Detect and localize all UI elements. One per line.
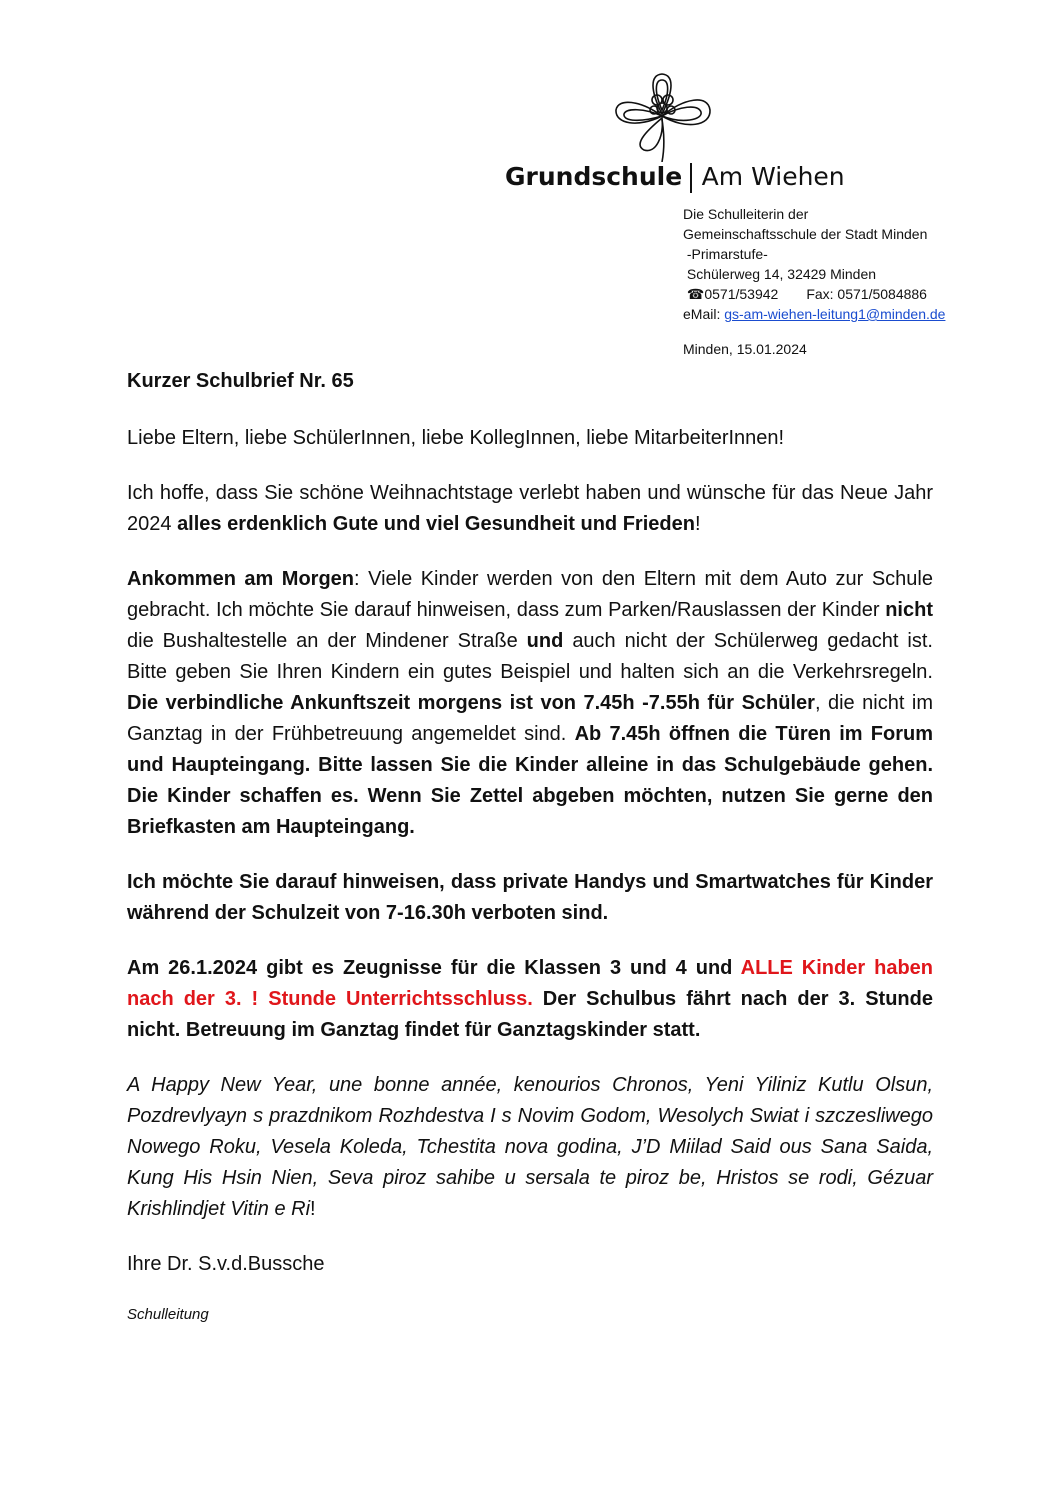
- school-name-regular: Am Wiehen: [701, 162, 845, 191]
- email-label: eMail:: [683, 306, 725, 322]
- signature-role: Schulleitung: [127, 1306, 209, 1323]
- email-link[interactable]: gs-am-wiehen-leitung1@minden.de: [724, 306, 946, 322]
- p4-text-b: Der Schulbus fährt nach der 3. Stunde nicht. Betreuung im Ganztag findet für Ganztagskinder statt.: [127, 988, 933, 1041]
- school-name-bold: Grundschule: [505, 162, 683, 191]
- p2-text-b: die Bushaltestelle an der Mindener Straße: [127, 630, 527, 652]
- paragraph-greetings: [127, 1070, 933, 1225]
- paragraph-new-year: [127, 478, 933, 540]
- sender-address: [683, 204, 945, 324]
- contact-line: [683, 284, 945, 304]
- phone-number: 0571/53942: [704, 286, 779, 302]
- school-name: [505, 162, 845, 193]
- sender-line-3: -Primarstufe-: [683, 246, 768, 262]
- multilingual-greetings: A Happy New Year, une bonne année, kenourios Chronos, Yeni Yiliniz Kutlu Olsun, Pozdrevlyayn s prazdnikom Rozhdestva I s Novim Godom, Wesolych Swiat i szczesliwego Nowego Roku, Vesela Koleda, Tchestita nova godina, J’D Miilad Said ous Sana Saida, Kung His Hsin Nien, Seva piroz sahibe u sersala te piroz be, Hristos se rodi, Gézuar Krishlindjet Vitin e Ri: [127, 1074, 933, 1220]
- paragraph-reports: [127, 953, 933, 1046]
- p2-text-c: auch nicht der Schülerweg gedacht ist. Bitte geben Sie Ihren Kindern ein gutes Beispiel und halten sich an die Verkehrsregeln.: [127, 630, 933, 683]
- p2-und: und: [526, 630, 564, 652]
- letter-title: Kurzer Schulbrief Nr. 65: [127, 370, 354, 392]
- phone-icon: ☎: [686, 286, 705, 302]
- fax-number: Fax: 0571/5084886: [806, 286, 927, 302]
- p1-text: Ich hoffe, dass Sie schöne Weihnachtstage verlebt haben und wünsche für das Neue Jahr 2024: [127, 482, 933, 535]
- p1-bold: alles erdenklich Gute und viel Gesundheit und Frieden: [177, 513, 695, 535]
- p2-doors: Ab 7.45h öffnen die Türen im Forum und Haupteingang. Bitte lassen Sie die Kinder alleine in das Schulgebäude gehen. Die Kinder schaffen es. Wenn Sie Zettel abgeben möchten, nutzen Sie gerne den Briefkasten am Haupteingang.: [127, 723, 934, 838]
- school-logo: [505, 70, 845, 191]
- letter-date: Minden, 15.01.2024: [683, 341, 807, 357]
- p2-heading: Ankommen am Morgen: [127, 568, 355, 590]
- clover-logo-icon: [610, 70, 715, 162]
- greeting: Liebe Eltern, liebe SchülerInnen, liebe KollegInnen, liebe MitarbeiterInnen!: [127, 427, 785, 449]
- logo-divider: [690, 163, 692, 193]
- p4-red-notice: ALLE Kinder haben nach der 3. ! Stunde Unterrichtsschluss.: [127, 957, 933, 1010]
- p2-nicht: nicht: [885, 599, 933, 621]
- sender-line-1: Die Schulleiterin der: [683, 206, 809, 222]
- p4-text-a: Am 26.1.2024 gibt es Zeugnisse für die Klassen 3 und 4 und: [127, 957, 741, 979]
- p2-arrival-time: Die verbindliche Ankunftszeit morgens ist von 7.45h -7.55h für Schüler: [127, 692, 815, 714]
- letter-body: [127, 366, 933, 1350]
- email-line: [683, 304, 945, 324]
- sender-line-2: Gemeinschaftsschule der Stadt Minden: [683, 226, 928, 242]
- sender-line-4: Schülerweg 14, 32429 Minden: [683, 266, 877, 282]
- p5-end: !: [310, 1198, 316, 1220]
- p1-end: !: [694, 513, 701, 535]
- p2-text-d: , die nicht im Ganztag in der Frühbetreuung angemeldet sind.: [127, 692, 934, 745]
- paragraph-phones: Ich möchte Sie darauf hinweisen, dass private Handys und Smartwatches für Kinder während der Schulzeit von 7-16.30h verboten sind.: [127, 871, 933, 924]
- p2-text-a: : Viele Kinder werden von den Eltern mit dem Auto zur Schule gebracht. Ich möchte Sie darauf hinweisen, dass zum Parken/Rauslassen der Kinder: [127, 568, 933, 621]
- paragraph-arrival: [127, 564, 933, 843]
- signature: Ihre Dr. S.v.d.Bussche: [127, 1253, 325, 1275]
